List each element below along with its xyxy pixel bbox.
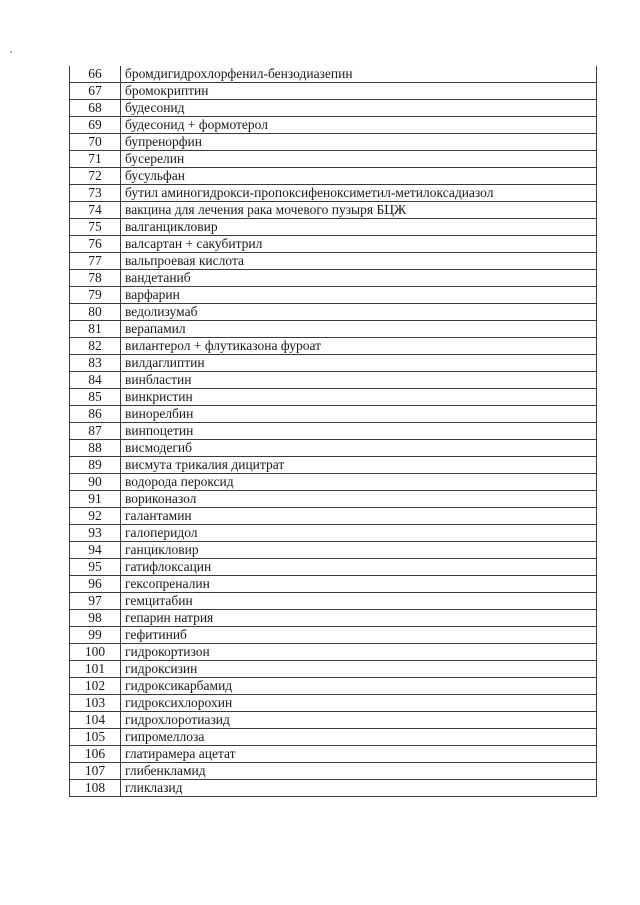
drug-name: гидроксихлорохин [121, 695, 597, 712]
drug-name: глатирамера ацетат [121, 746, 597, 763]
table-row [70, 763, 597, 780]
drug-name: гидроксикарбамид [121, 678, 597, 695]
row-number: 73 [70, 185, 121, 202]
table-row [70, 610, 597, 627]
row-number: 106 [70, 746, 121, 763]
drug-name: вандетаниб [121, 270, 597, 287]
table-row [70, 185, 597, 202]
drug-name: бупренорфин [121, 134, 597, 151]
row-number: 89 [70, 457, 121, 474]
table-row [70, 576, 597, 593]
drug-name: ведолизумаб [121, 304, 597, 321]
drug-name: варфарин [121, 287, 597, 304]
table-row [70, 440, 597, 457]
row-number: 81 [70, 321, 121, 338]
row-number: 93 [70, 525, 121, 542]
row-number: 103 [70, 695, 121, 712]
table-row [70, 695, 597, 712]
row-number: 102 [70, 678, 121, 695]
table-row [70, 236, 597, 253]
row-number: 69 [70, 117, 121, 134]
table-row [70, 661, 597, 678]
drug-name: будесонид + формотерол [121, 117, 597, 134]
table-row [70, 508, 597, 525]
drug-name: вакцина для лечения рака мочевого пузыря БЦЖ [121, 202, 597, 219]
table-row [70, 389, 597, 406]
row-number: 72 [70, 168, 121, 185]
row-number: 100 [70, 644, 121, 661]
drug-name: бусерелин [121, 151, 597, 168]
table-row [70, 372, 597, 389]
row-number: 83 [70, 355, 121, 372]
table-row [70, 202, 597, 219]
row-number: 76 [70, 236, 121, 253]
drug-name: бутил аминогидрокси-пропоксифеноксиметил-метилоксадиазол [121, 185, 597, 202]
row-number: 91 [70, 491, 121, 508]
drug-name: галоперидол [121, 525, 597, 542]
row-number: 75 [70, 219, 121, 236]
drug-name: гатифлоксацин [121, 559, 597, 576]
drug-name: бромокриптин [121, 83, 597, 100]
drug-name: вориконазол [121, 491, 597, 508]
row-number: 92 [70, 508, 121, 525]
row-number: 86 [70, 406, 121, 423]
row-number: 77 [70, 253, 121, 270]
drug-name: винбластин [121, 372, 597, 389]
drug-list-table [69, 66, 597, 797]
drug-name: висмодегиб [121, 440, 597, 457]
drug-name: верапамил [121, 321, 597, 338]
table-row [70, 644, 597, 661]
drug-name: будесонид [121, 100, 597, 117]
table-row [70, 321, 597, 338]
table-row [70, 491, 597, 508]
row-number: 105 [70, 729, 121, 746]
drug-name: вилдаглиптин [121, 355, 597, 372]
drug-name: гемцитабин [121, 593, 597, 610]
table-row [70, 542, 597, 559]
row-number: 98 [70, 610, 121, 627]
row-number: 68 [70, 100, 121, 117]
table-row [70, 593, 597, 610]
drug-list-body [70, 66, 597, 797]
row-number: 101 [70, 661, 121, 678]
drug-name: гексопреналин [121, 576, 597, 593]
row-number: 85 [70, 389, 121, 406]
table-row [70, 746, 597, 763]
drug-name: гефитиниб [121, 627, 597, 644]
row-number: 88 [70, 440, 121, 457]
table-row [70, 219, 597, 236]
table-row [70, 151, 597, 168]
row-number: 84 [70, 372, 121, 389]
drug-name: гидроксизин [121, 661, 597, 678]
drug-name: винорелбин [121, 406, 597, 423]
row-number: 108 [70, 780, 121, 797]
drug-name: винпоцетин [121, 423, 597, 440]
drug-name: гепарин натрия [121, 610, 597, 627]
table-row [70, 406, 597, 423]
drug-name: гликлазид [121, 780, 597, 797]
table-row [70, 627, 597, 644]
drug-name: вальпроевая кислота [121, 253, 597, 270]
row-number: 79 [70, 287, 121, 304]
drug-name: гидрокортизон [121, 644, 597, 661]
row-number: 99 [70, 627, 121, 644]
drug-name: валганцикловир [121, 219, 597, 236]
row-number: 90 [70, 474, 121, 491]
drug-name: водорода пероксид [121, 474, 597, 491]
table-row [70, 304, 597, 321]
table-row [70, 66, 597, 83]
table-row [70, 457, 597, 474]
drug-name: гипромеллоза [121, 729, 597, 746]
row-number: 97 [70, 593, 121, 610]
drug-name: глибенкламид [121, 763, 597, 780]
table-row [70, 134, 597, 151]
row-number: 96 [70, 576, 121, 593]
row-number: 71 [70, 151, 121, 168]
drug-name: бусульфан [121, 168, 597, 185]
table-row [70, 253, 597, 270]
drug-name: ганцикловир [121, 542, 597, 559]
row-number: 70 [70, 134, 121, 151]
table-row [70, 338, 597, 355]
drug-name: винкристин [121, 389, 597, 406]
drug-name: валсартан + сакубитрил [121, 236, 597, 253]
table-row [70, 117, 597, 134]
table-row [70, 83, 597, 100]
table-row [70, 423, 597, 440]
row-number: 74 [70, 202, 121, 219]
row-number: 82 [70, 338, 121, 355]
drug-name: галантамин [121, 508, 597, 525]
table-row [70, 559, 597, 576]
table-row [70, 100, 597, 117]
row-number: 78 [70, 270, 121, 287]
row-number: 66 [70, 66, 121, 83]
row-number: 94 [70, 542, 121, 559]
row-number: 107 [70, 763, 121, 780]
drug-name: висмута трикалия дицитрат [121, 457, 597, 474]
row-number: 104 [70, 712, 121, 729]
table-row [70, 729, 597, 746]
table-row [70, 355, 597, 372]
drug-name: бромдигидрохлорфенил-бензодиазепин [121, 66, 597, 83]
table-row [70, 270, 597, 287]
table-row [70, 474, 597, 491]
table-row [70, 780, 597, 797]
row-number: 87 [70, 423, 121, 440]
row-number: 67 [70, 83, 121, 100]
table-row [70, 287, 597, 304]
drug-name: вилантерол + флутиказона фуроат [121, 338, 597, 355]
scan-speck [10, 51, 12, 53]
table-row [70, 168, 597, 185]
table-row [70, 525, 597, 542]
table-row [70, 712, 597, 729]
row-number: 95 [70, 559, 121, 576]
row-number: 80 [70, 304, 121, 321]
drug-name: гидрохлоротиазид [121, 712, 597, 729]
table-row [70, 678, 597, 695]
